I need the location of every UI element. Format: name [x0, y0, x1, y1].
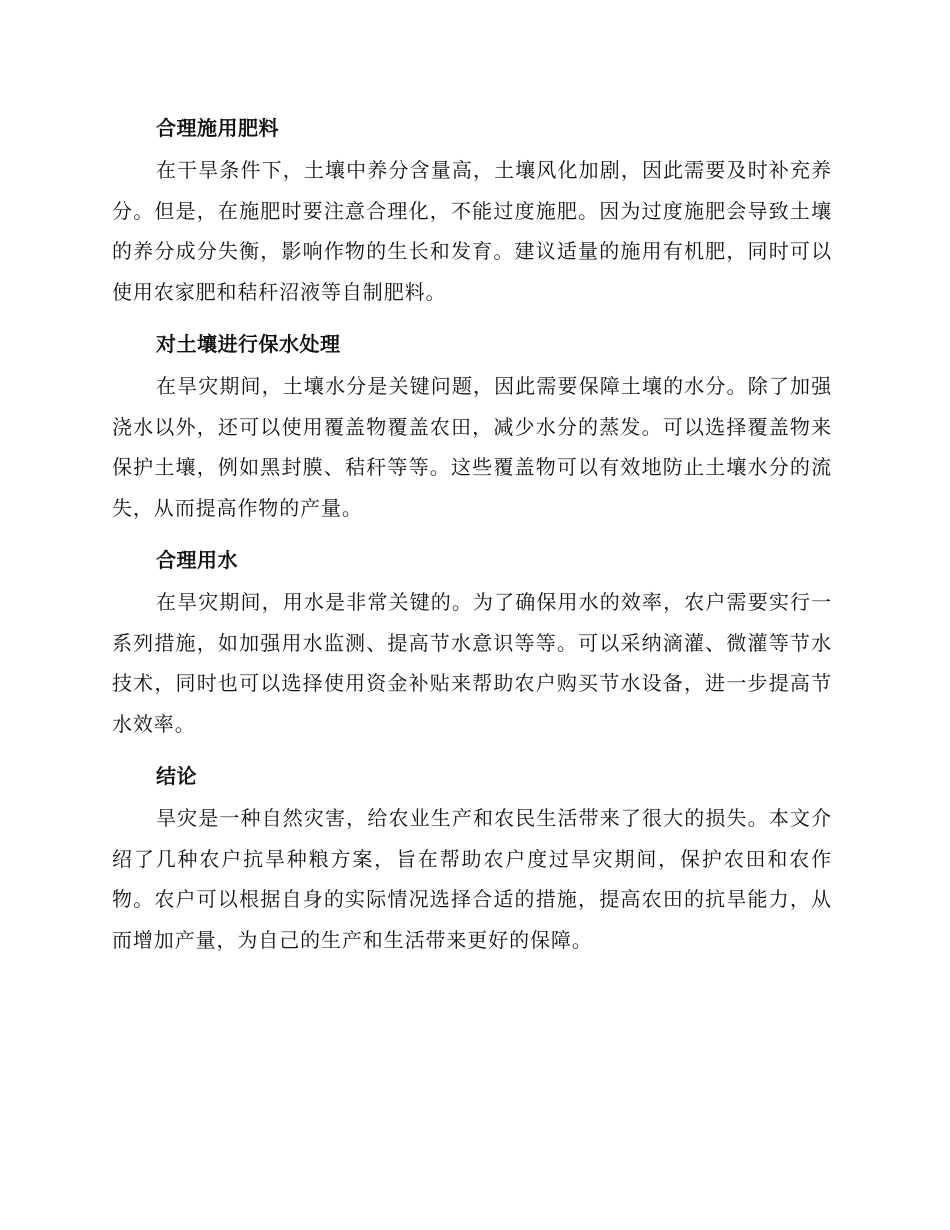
document-page [112, 108, 832, 972]
section-paragraph: 在旱灾期间，用水是非常关键的。为了确保用水的效率，农户需要实行一系列措施，如加强用水监测、提高节水意识等等。可以采纳滴灌、微灌等节水技术，同时也可以选择使用资金补贴来帮助农户购买节水设备，进一步提高节水效率。 [112, 590, 832, 736]
section-paragraph: 在旱灾期间，土壤水分是关键问题，因此需要保障土壤的水分。除了加强浇水以外，还可以使用覆盖物覆盖农田，减少水分的蒸发。可以选择覆盖物来保护土壤，例如黑封膜、秸秆等等。这些覆盖物可以有效地防止土壤水分的流失，从而提高作物的产量。 [112, 374, 832, 520]
section-water-use [112, 540, 832, 744]
section-heading: 对土壤进行保水处理 [156, 332, 341, 356]
section-fertilizer [112, 108, 832, 312]
section-heading: 合理用水 [156, 548, 238, 572]
section-paragraph: 在干旱条件下，土壤中养分含量高，土壤风化加剧，因此需要及时补充养分。但是，在施肥时要注意合理化，不能过度施肥。因为过度施肥会导致土壤的养分成分失衡，影响作物的生长和发育。建议适量的施用有机肥，同时可以使用农家肥和秸秆沼液等自制肥料。 [112, 158, 832, 304]
section-soil-water-retention [112, 324, 832, 528]
section-heading: 合理施用肥料 [156, 116, 279, 140]
section-paragraph: 旱灾是一种自然灾害，给农业生产和农民生活带来了很大的损失。本文介绍了几种农户抗旱种粮方案，旨在帮助农户度过旱灾期间，保护农田和农作物。农户可以根据自身的实际情况选择合适的措施，提高农田的抗旱能力，从而增加产量，为自己的生产和生活带来更好的保障。 [112, 806, 832, 952]
section-conclusion [112, 756, 832, 960]
section-heading: 结论 [156, 764, 197, 788]
